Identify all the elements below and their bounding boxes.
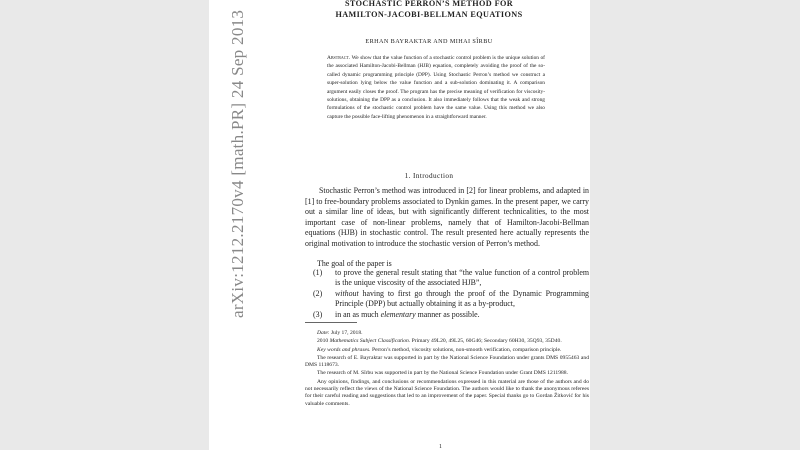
goal-list bbox=[307, 268, 589, 320]
footnote-keywords-label: Key words and phrases. bbox=[317, 346, 371, 353]
list-item bbox=[307, 289, 589, 310]
footnote-keywords-value: Perron’s method, viscosity solutions, non-smooth verification, comparison principle. bbox=[370, 346, 562, 353]
page-number: 1 bbox=[439, 444, 442, 450]
footnote-msc bbox=[305, 338, 589, 345]
list-item-emphasis: without bbox=[335, 288, 359, 298]
list-item-text: having to first go through the proof of the Dynamic Programming Principle (DPP) but actually obtaining it as a by-product, bbox=[335, 288, 589, 309]
abstract-label: Abstract. bbox=[327, 55, 351, 61]
list-item-text: to prove the general result stating that “the value function of a control problem is the unique viscosity of the associated HJB”, bbox=[335, 268, 589, 288]
paper-page bbox=[209, 0, 590, 450]
footnote-msc-year: 2010 bbox=[317, 338, 330, 345]
footnote-msc-label: Mathematics Subject Classification. bbox=[329, 338, 411, 345]
list-item-text: manner as possible. bbox=[415, 309, 480, 319]
footnote-msc-value: Primary 49L20, 49L25, 60G46; Secondary 60H30, 35Q93, 35D40. bbox=[410, 338, 562, 345]
footnote-date-label: Date bbox=[317, 330, 328, 336]
list-item-lead: in an as much bbox=[335, 309, 381, 319]
arxiv-identifier: arXiv:1212.2170v4 [math.PR] 24 Sep 2013 bbox=[228, 9, 247, 318]
footnote-disclaimer: Any opinions, findings, and conclusions or recommendations expressed in this material are those of the authors and do not necessarily reflect the views of the National Science Foundation. The authors would like to thank the anonymous referees for their careful reading and suggestions that led to an improvement of the paper. Special thanks go to Gordan Žitković for his valuable comments. bbox=[305, 378, 589, 407]
footnotes bbox=[305, 330, 589, 409]
footnote-research-2: The research of M. Sîrbu was supported in part by the National Science Foundation under Grant DMS 1211988. bbox=[317, 370, 568, 377]
abstract bbox=[327, 54, 545, 121]
abstract-text: We show that the value function of a stochastic control problem is the unique solution of the associated Hamilton-Jacobi-Bellman (HJB) equation, completely avoiding the proof of the so-called dynamic programming principle (DPP). Using Stochastic Perron’s method we construct a super-solution lying below the value function and a sub-solution dominating it. A comparison argument easily closes the proof. The program has the precise meaning of verification for viscosity-solutions, obtaining the DPP as a conclusion. It also immediately follows that the weak and strong formulations of the stochastic control problem have the same value. Using this method we also capture the possible face-lifting phenomenon in a straightforward manner. bbox=[327, 55, 545, 120]
list-item-number: (3) bbox=[313, 309, 323, 319]
footnote-research-1: The research of E. Bayraktar was supported in part by the National Science Foundation under grants DMS 0955463 and DMS 1118673. bbox=[305, 354, 589, 369]
goal-intro: The goal of the paper is bbox=[317, 259, 392, 268]
list-item bbox=[307, 310, 589, 320]
list-item-number: (2) bbox=[313, 288, 323, 298]
list-item bbox=[307, 268, 589, 289]
section-heading: 1. Introduction bbox=[404, 172, 454, 180]
footnote-date bbox=[305, 330, 589, 337]
paper-title-line-1: STOCHASTIC PERRON’S METHOD FOR bbox=[344, 0, 514, 8]
list-item-number: (1) bbox=[313, 268, 323, 277]
paper-title-line-2: HAMILTON-JACOBI-BELLMAN EQUATIONS bbox=[335, 10, 523, 19]
arxiv-stamp bbox=[209, 0, 245, 335]
intro-paragraph: Stochastic Perron’s method was introduced in [2] for linear problems, and adapted in [1] to free-boundary problems associated to Dynkin games. In the present paper, we carry out a similar line of ideas, but with significantly different technicalities, to the most important case of non-linear problems, namely that of Hamilton-Jacobi-Bellman equations (HJB) in stochastic control. The result presented here actually represents the original motivation to introduce the stochastic version of Perron’s method. bbox=[305, 186, 589, 248]
footnote-date-value: : July 17, 2018. bbox=[327, 330, 363, 336]
list-item-emphasis: elementary bbox=[380, 309, 416, 319]
footnote-divider bbox=[305, 322, 357, 323]
footnote-keywords bbox=[305, 347, 589, 354]
paper-authors: ERHAN BAYRAKTAR AND MIHAI SÎRBU bbox=[365, 38, 493, 45]
